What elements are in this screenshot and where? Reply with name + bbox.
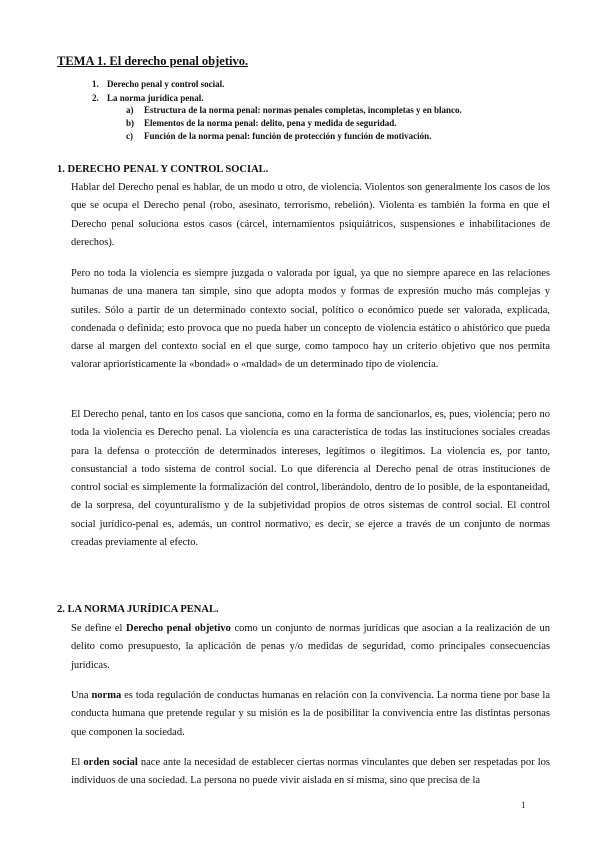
toc-item-text: Elementos de la norma penal: delito, pena y medida de seguridad. xyxy=(144,118,397,128)
toc-item-text: Estructura de la norma penal: normas penales completas, incompletas y en blanco. xyxy=(144,105,462,115)
toc-item-1 xyxy=(92,79,225,89)
toc-item-number: c) xyxy=(126,131,133,141)
toc-item-number: b) xyxy=(126,118,135,128)
toc-item-number: a) xyxy=(126,105,134,115)
term-orden-social: orden social xyxy=(83,757,138,768)
section-1-paragraph-1: Hablar del Derecho penal es hablar, de un modo u otro, de violencia. Violentos son generalmente los casos de los que se ocupa el Derecho penal (robo, asesinato, terrorismo, rebelión). Violenta es también la forma en que el Derecho penal soluciona estos casos (cárcel, internamientos psiquiátricos, suspensiones e inhabilitaciones de derechos). xyxy=(71,182,550,248)
toc-item-2a xyxy=(126,105,462,115)
document-title: TEMA 1. El derecho penal objetivo. xyxy=(57,54,249,68)
toc-item-text: Función de la norma penal: función de protección y función de motivación. xyxy=(144,131,432,141)
toc-item-2 xyxy=(92,93,204,103)
term-derecho-penal-objetivo: Derecho penal objetivo xyxy=(125,623,231,634)
section-1-paragraph-2: Pero no toda la violencia es siempre juzgada o valorada por igual, ya que no siempre aparece en las relaciones humanas de una manera tan simple, sino que adopta modos y formas de expresión mucho más complejas y sutiles. Sólo a partir de un determinado contexto social, político o económico puede ser valorada, explicada, condenada o definida; esto provoca que no pueda haber un concepto de violencia estático o ahistórico que pueda darse al margen del contexto social en el que surge, como tampoco hay un criterio objetivo que nos permita valorar apriorísticamente la «bondad» o «maldad» de un determinado tipo de violencia. xyxy=(71,268,550,371)
section-1-heading: 1. DERECHO PENAL Y CONTROL SOCIAL. xyxy=(57,164,269,175)
toc-item-2c xyxy=(126,131,432,141)
section-2-paragraph-3: El orden social nace ante la necesidad de establecer ciertas normas vinculantes que deben ser respetadas por los individuos de una sociedad. La persona no puede vivir aislada en sí misma, sino que precisa de la xyxy=(71,757,550,787)
toc-item-number: 1. xyxy=(92,79,99,89)
toc-item-2b xyxy=(126,118,397,128)
section-2-paragraph-1: Se define el Derecho penal objetivo como un conjunto de normas jurídicas que asocian a la realización de un delito como presupuesto, la aplicación de penas y/o medidas de seguridad, como principales consecuencias jurídicas. xyxy=(71,623,550,671)
section-2-paragraph-2: Una norma es toda regulación de conductas humanas en relación con la convivencia. La norma tiene por base la conducta humana que pretende regular y su misión es la de posibilitar la convivencia entre las distintas personas que componen la sociedad. xyxy=(71,690,551,738)
page-number: 1 xyxy=(521,800,526,810)
section-1-paragraph-3: El Derecho penal, tanto en los casos que sanciona, como en la forma de sancionarlos, es, pues, violencia; pero no toda la violencia es Derecho penal. La violencia es una característica de todas las instituciones sociales creadas para la defensa o protección de determinados intereses, legítimos o ilegítimos. La violencia es, por tanto, consustancial a todo sistema de control social. Lo que diferencia al Derecho penal de otras instituciones de control social es simplemente la formalización del control, liberándolo, dentro de lo posible, de la espontaneidad, de la sorpresa, del coyunturalismo y de la subjetividad propios de otros sistemas de control social. El control social jurídico-penal es, además, un control normativo, es decir, se ejerce a través de un conjunto de normas creadas previamente al efecto. xyxy=(71,409,550,549)
toc-item-number: 2. xyxy=(92,93,99,103)
term-norma: norma xyxy=(91,690,122,701)
section-2-heading: 2. LA NORMA JURÍDICA PENAL. xyxy=(57,604,219,615)
toc-item-text: La norma jurídica penal. xyxy=(107,93,204,103)
toc-item-text: Derecho penal y control social. xyxy=(107,79,225,89)
